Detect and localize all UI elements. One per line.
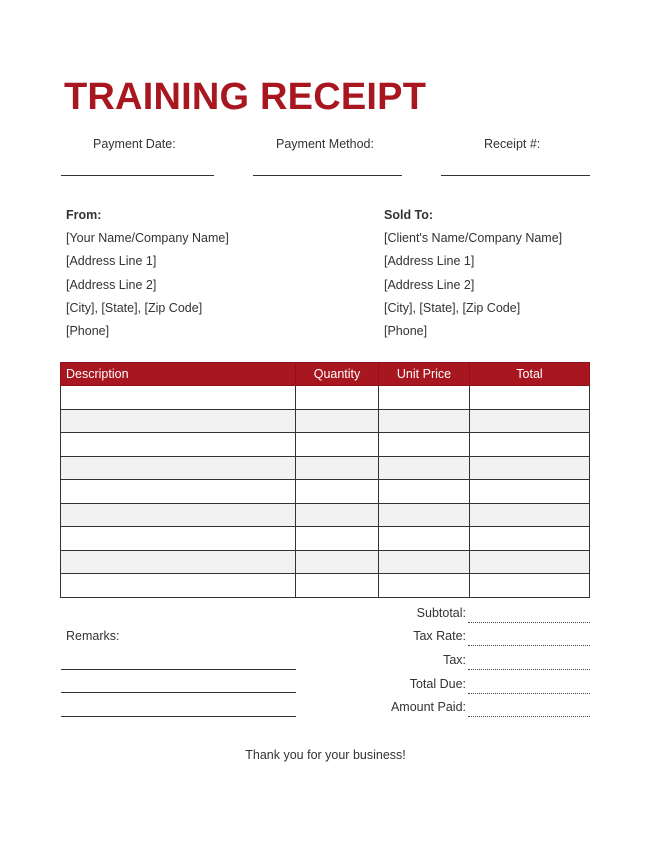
table-row xyxy=(61,433,590,457)
unit-price-cell[interactable] xyxy=(379,409,470,433)
from-phone[interactable]: [Phone] xyxy=(66,324,110,339)
table-row xyxy=(61,386,590,410)
remarks-label: Remarks: xyxy=(66,629,120,643)
from-address-line-1[interactable]: [Address Line 1] xyxy=(66,254,157,269)
table-row xyxy=(61,503,590,527)
remarks-line-2[interactable] xyxy=(61,692,296,693)
quantity-cell[interactable] xyxy=(296,574,379,598)
tax-field[interactable] xyxy=(468,669,590,670)
quantity-cell[interactable] xyxy=(296,433,379,457)
from-city-state-zip[interactable]: [City], [State], [Zip Code] xyxy=(66,300,203,315)
remarks-line-3[interactable] xyxy=(61,716,296,717)
total-cell[interactable] xyxy=(470,386,590,410)
total-cell[interactable] xyxy=(470,480,590,504)
table-row xyxy=(61,409,590,433)
from-block xyxy=(66,208,229,347)
unit-price-cell[interactable] xyxy=(379,503,470,527)
total-cell[interactable] xyxy=(470,409,590,433)
client-address-line-2[interactable]: [Address Line 2] xyxy=(384,277,475,292)
quantity-cell[interactable] xyxy=(296,386,379,410)
description-cell[interactable] xyxy=(61,456,296,480)
quantity-cell[interactable] xyxy=(296,480,379,504)
column-quantity: Quantity xyxy=(296,363,379,386)
amount-paid-field[interactable] xyxy=(468,716,590,717)
description-cell[interactable] xyxy=(61,503,296,527)
from-address-line-2[interactable]: [Address Line 2] xyxy=(66,277,157,292)
subtotal-field[interactable] xyxy=(468,622,590,623)
unit-price-cell[interactable] xyxy=(379,574,470,598)
description-cell[interactable] xyxy=(61,480,296,504)
receipt-number-label: Receipt #: xyxy=(484,137,541,151)
table-row xyxy=(61,527,590,551)
total-cell[interactable] xyxy=(470,456,590,480)
column-unit-price: Unit Price xyxy=(379,363,470,386)
items-table xyxy=(60,362,590,598)
quantity-cell[interactable] xyxy=(296,527,379,551)
quantity-cell[interactable] xyxy=(296,456,379,480)
unit-price-cell[interactable] xyxy=(379,386,470,410)
receipt-number-field[interactable] xyxy=(441,175,590,176)
total-cell[interactable] xyxy=(470,550,590,574)
table-row xyxy=(61,456,590,480)
description-cell[interactable] xyxy=(61,550,296,574)
description-cell[interactable] xyxy=(61,433,296,457)
unit-price-cell[interactable] xyxy=(379,433,470,457)
client-city-state-zip[interactable]: [City], [State], [Zip Code] xyxy=(384,300,521,315)
subtotal-label: Subtotal: xyxy=(416,606,466,620)
tax-rate-field[interactable] xyxy=(468,645,590,646)
total-cell[interactable] xyxy=(470,527,590,551)
unit-price-cell[interactable] xyxy=(379,480,470,504)
sold-to-block xyxy=(384,208,562,347)
table-row xyxy=(61,574,590,598)
payment-date-label: Payment Date: xyxy=(93,137,176,151)
table-row xyxy=(61,550,590,574)
from-heading: From: xyxy=(66,208,102,222)
sold-to-heading: Sold To: xyxy=(384,208,434,222)
column-total: Total xyxy=(470,363,590,386)
remarks-line-1[interactable] xyxy=(61,669,296,670)
total-cell[interactable] xyxy=(470,574,590,598)
payment-date-field[interactable] xyxy=(61,175,214,176)
unit-price-cell[interactable] xyxy=(379,550,470,574)
unit-price-cell[interactable] xyxy=(379,527,470,551)
quantity-cell[interactable] xyxy=(296,409,379,433)
thank-you-message: Thank you for your business! xyxy=(245,748,406,762)
amount-paid-label: Amount Paid: xyxy=(390,700,466,714)
total-cell[interactable] xyxy=(470,433,590,457)
quantity-cell[interactable] xyxy=(296,503,379,527)
table-row xyxy=(61,480,590,504)
payment-method-field[interactable] xyxy=(253,175,402,176)
total-due-field[interactable] xyxy=(468,693,590,694)
receipt-title: TRAINING RECEIPT xyxy=(64,76,427,118)
total-due-label: Total Due: xyxy=(409,677,466,691)
client-phone[interactable]: [Phone] xyxy=(384,324,428,339)
tax-label: Tax: xyxy=(443,653,466,667)
tax-rate-label: Tax Rate: xyxy=(413,629,466,643)
client-name[interactable]: [Client's Name/Company Name] xyxy=(384,231,563,245)
payment-method-label: Payment Method: xyxy=(276,137,374,151)
column-description: Description xyxy=(61,363,296,386)
from-name[interactable]: [Your Name/Company Name] xyxy=(66,231,229,245)
total-cell[interactable] xyxy=(470,503,590,527)
quantity-cell[interactable] xyxy=(296,550,379,574)
client-address-line-1[interactable]: [Address Line 1] xyxy=(384,254,475,269)
description-cell[interactable] xyxy=(61,574,296,598)
unit-price-cell[interactable] xyxy=(379,456,470,480)
description-cell[interactable] xyxy=(61,527,296,551)
description-cell[interactable] xyxy=(61,409,296,433)
table-header-row xyxy=(61,363,590,386)
description-cell[interactable] xyxy=(61,386,296,410)
